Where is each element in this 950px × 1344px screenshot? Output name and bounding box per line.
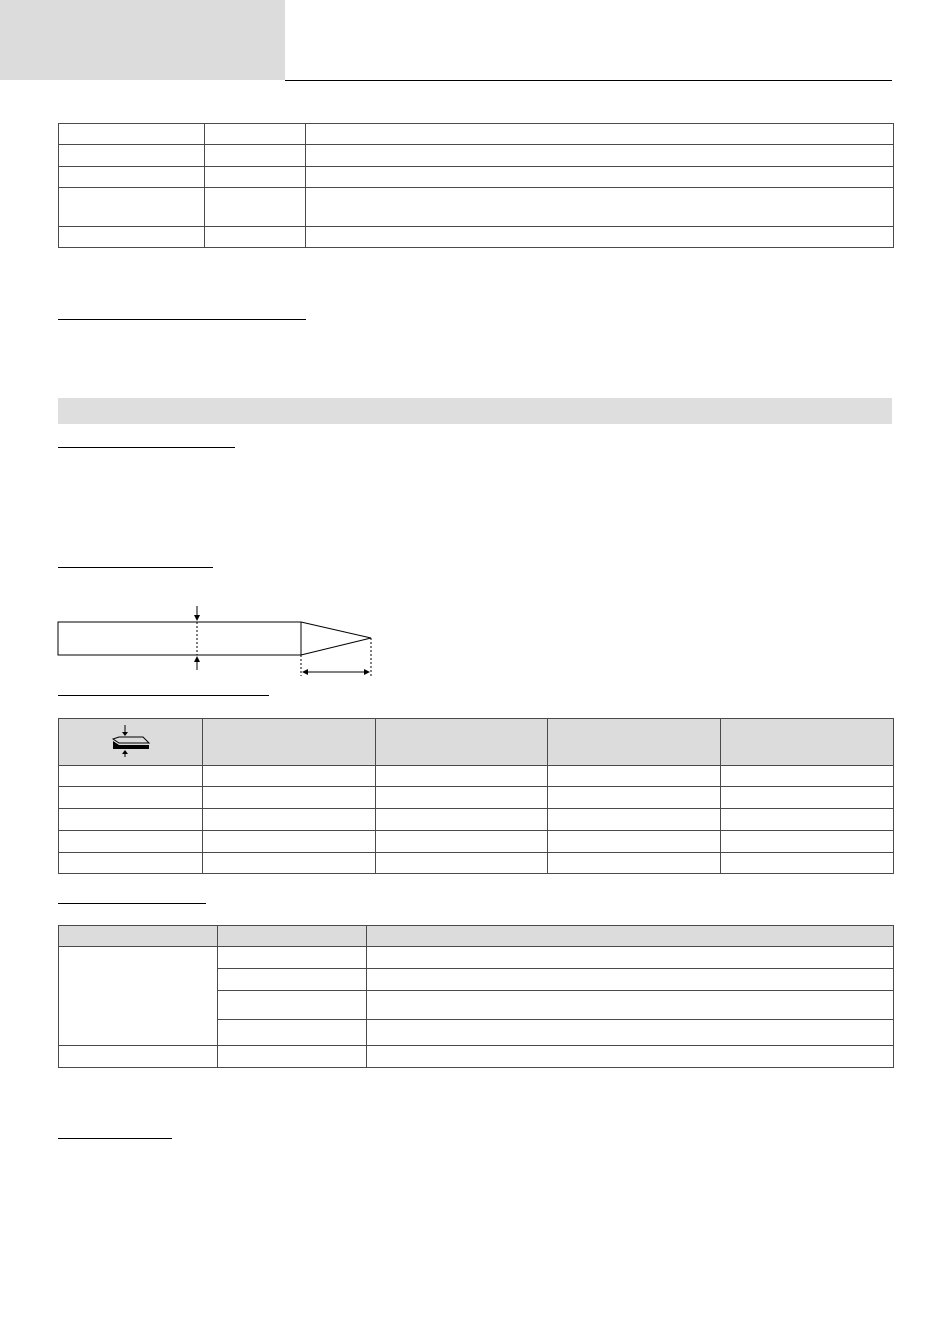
- table-header-cell: [367, 926, 894, 947]
- table-row: [59, 853, 894, 874]
- table-cell: [376, 787, 548, 809]
- heading-1-underline: [58, 319, 306, 320]
- table-cell: [306, 227, 894, 248]
- table-cell: [218, 1020, 367, 1046]
- table-cell: [376, 766, 548, 787]
- header-corner-block: [0, 0, 285, 80]
- table-row: [59, 145, 894, 167]
- table-cell: [367, 947, 894, 969]
- table-cell: [367, 1046, 894, 1068]
- table-cell: [721, 766, 894, 787]
- table-cell: [376, 853, 548, 874]
- table-cell: [218, 991, 367, 1020]
- table-cell: [59, 853, 203, 874]
- group-label-cell: [59, 947, 218, 1046]
- table-cell: [721, 831, 894, 853]
- table-cell: [548, 766, 721, 787]
- table-cell: [218, 969, 367, 991]
- table-row: [59, 766, 894, 787]
- table-header-cell: [59, 926, 218, 947]
- table-cell: [59, 167, 205, 188]
- table-header-cell: [218, 926, 367, 947]
- table-cell: [367, 969, 894, 991]
- table-cell: [306, 145, 894, 167]
- table-cell: [205, 227, 306, 248]
- table-header-cell: [376, 719, 548, 766]
- table-row: [59, 947, 894, 969]
- table-cell: [59, 766, 203, 787]
- table-cell: [306, 188, 894, 227]
- table-cell: [548, 809, 721, 831]
- table-cell: [548, 787, 721, 809]
- spec-table: [58, 123, 894, 248]
- table-cell: [59, 787, 203, 809]
- thickness-header-icon-cell: [59, 719, 203, 766]
- thickness-table: [58, 718, 894, 874]
- table-cell: [203, 809, 376, 831]
- heading-5-underline: [58, 903, 206, 904]
- settings-table: [58, 925, 894, 1068]
- table-cell: [203, 831, 376, 853]
- table-cell: [203, 787, 376, 809]
- table-header-row: [59, 719, 894, 766]
- table-cell: [205, 188, 306, 227]
- table-row: [59, 227, 894, 248]
- table-cell: [203, 766, 376, 787]
- table-cell: [218, 1046, 367, 1068]
- table-row: [59, 809, 894, 831]
- table-cell: [367, 1020, 894, 1046]
- table-cell: [721, 787, 894, 809]
- table-cell: [721, 809, 894, 831]
- header-rule: [285, 80, 892, 81]
- heading-6-underline: [58, 1138, 172, 1139]
- table-cell: [205, 145, 306, 167]
- table-row: [59, 124, 894, 145]
- table-cell: [59, 1046, 218, 1068]
- heading-3-underline: [58, 567, 213, 568]
- table-cell: [59, 145, 205, 167]
- table-cell: [721, 853, 894, 874]
- table-cell: [376, 831, 548, 853]
- table-cell: [548, 831, 721, 853]
- section-band: [58, 398, 892, 424]
- table-cell: [59, 124, 205, 145]
- table-cell: [306, 124, 894, 145]
- table-cell: [367, 991, 894, 1020]
- heading-2-underline: [58, 447, 235, 448]
- table-cell: [218, 947, 367, 969]
- material-thickness-icon: [107, 723, 155, 759]
- table-cell: [548, 853, 721, 874]
- table-row: [59, 1046, 894, 1068]
- table-header-cell: [548, 719, 721, 766]
- table-cell: [59, 831, 203, 853]
- table-cell: [205, 124, 306, 145]
- table-header-cell: [203, 719, 376, 766]
- table-cell: [59, 188, 205, 227]
- cut-tip-dimension-diagram: [55, 604, 385, 680]
- heading-4-underline: [58, 695, 269, 696]
- table-cell: [59, 227, 205, 248]
- table-row: [59, 188, 894, 227]
- table-cell: [203, 853, 376, 874]
- table-row: [59, 787, 894, 809]
- table-cell: [306, 167, 894, 188]
- table-cell: [59, 809, 203, 831]
- table-cell: [205, 167, 306, 188]
- table-row: [59, 831, 894, 853]
- table-header-cell: [721, 719, 894, 766]
- table-cell: [376, 809, 548, 831]
- table-row: [59, 167, 894, 188]
- table-header-row: [59, 926, 894, 947]
